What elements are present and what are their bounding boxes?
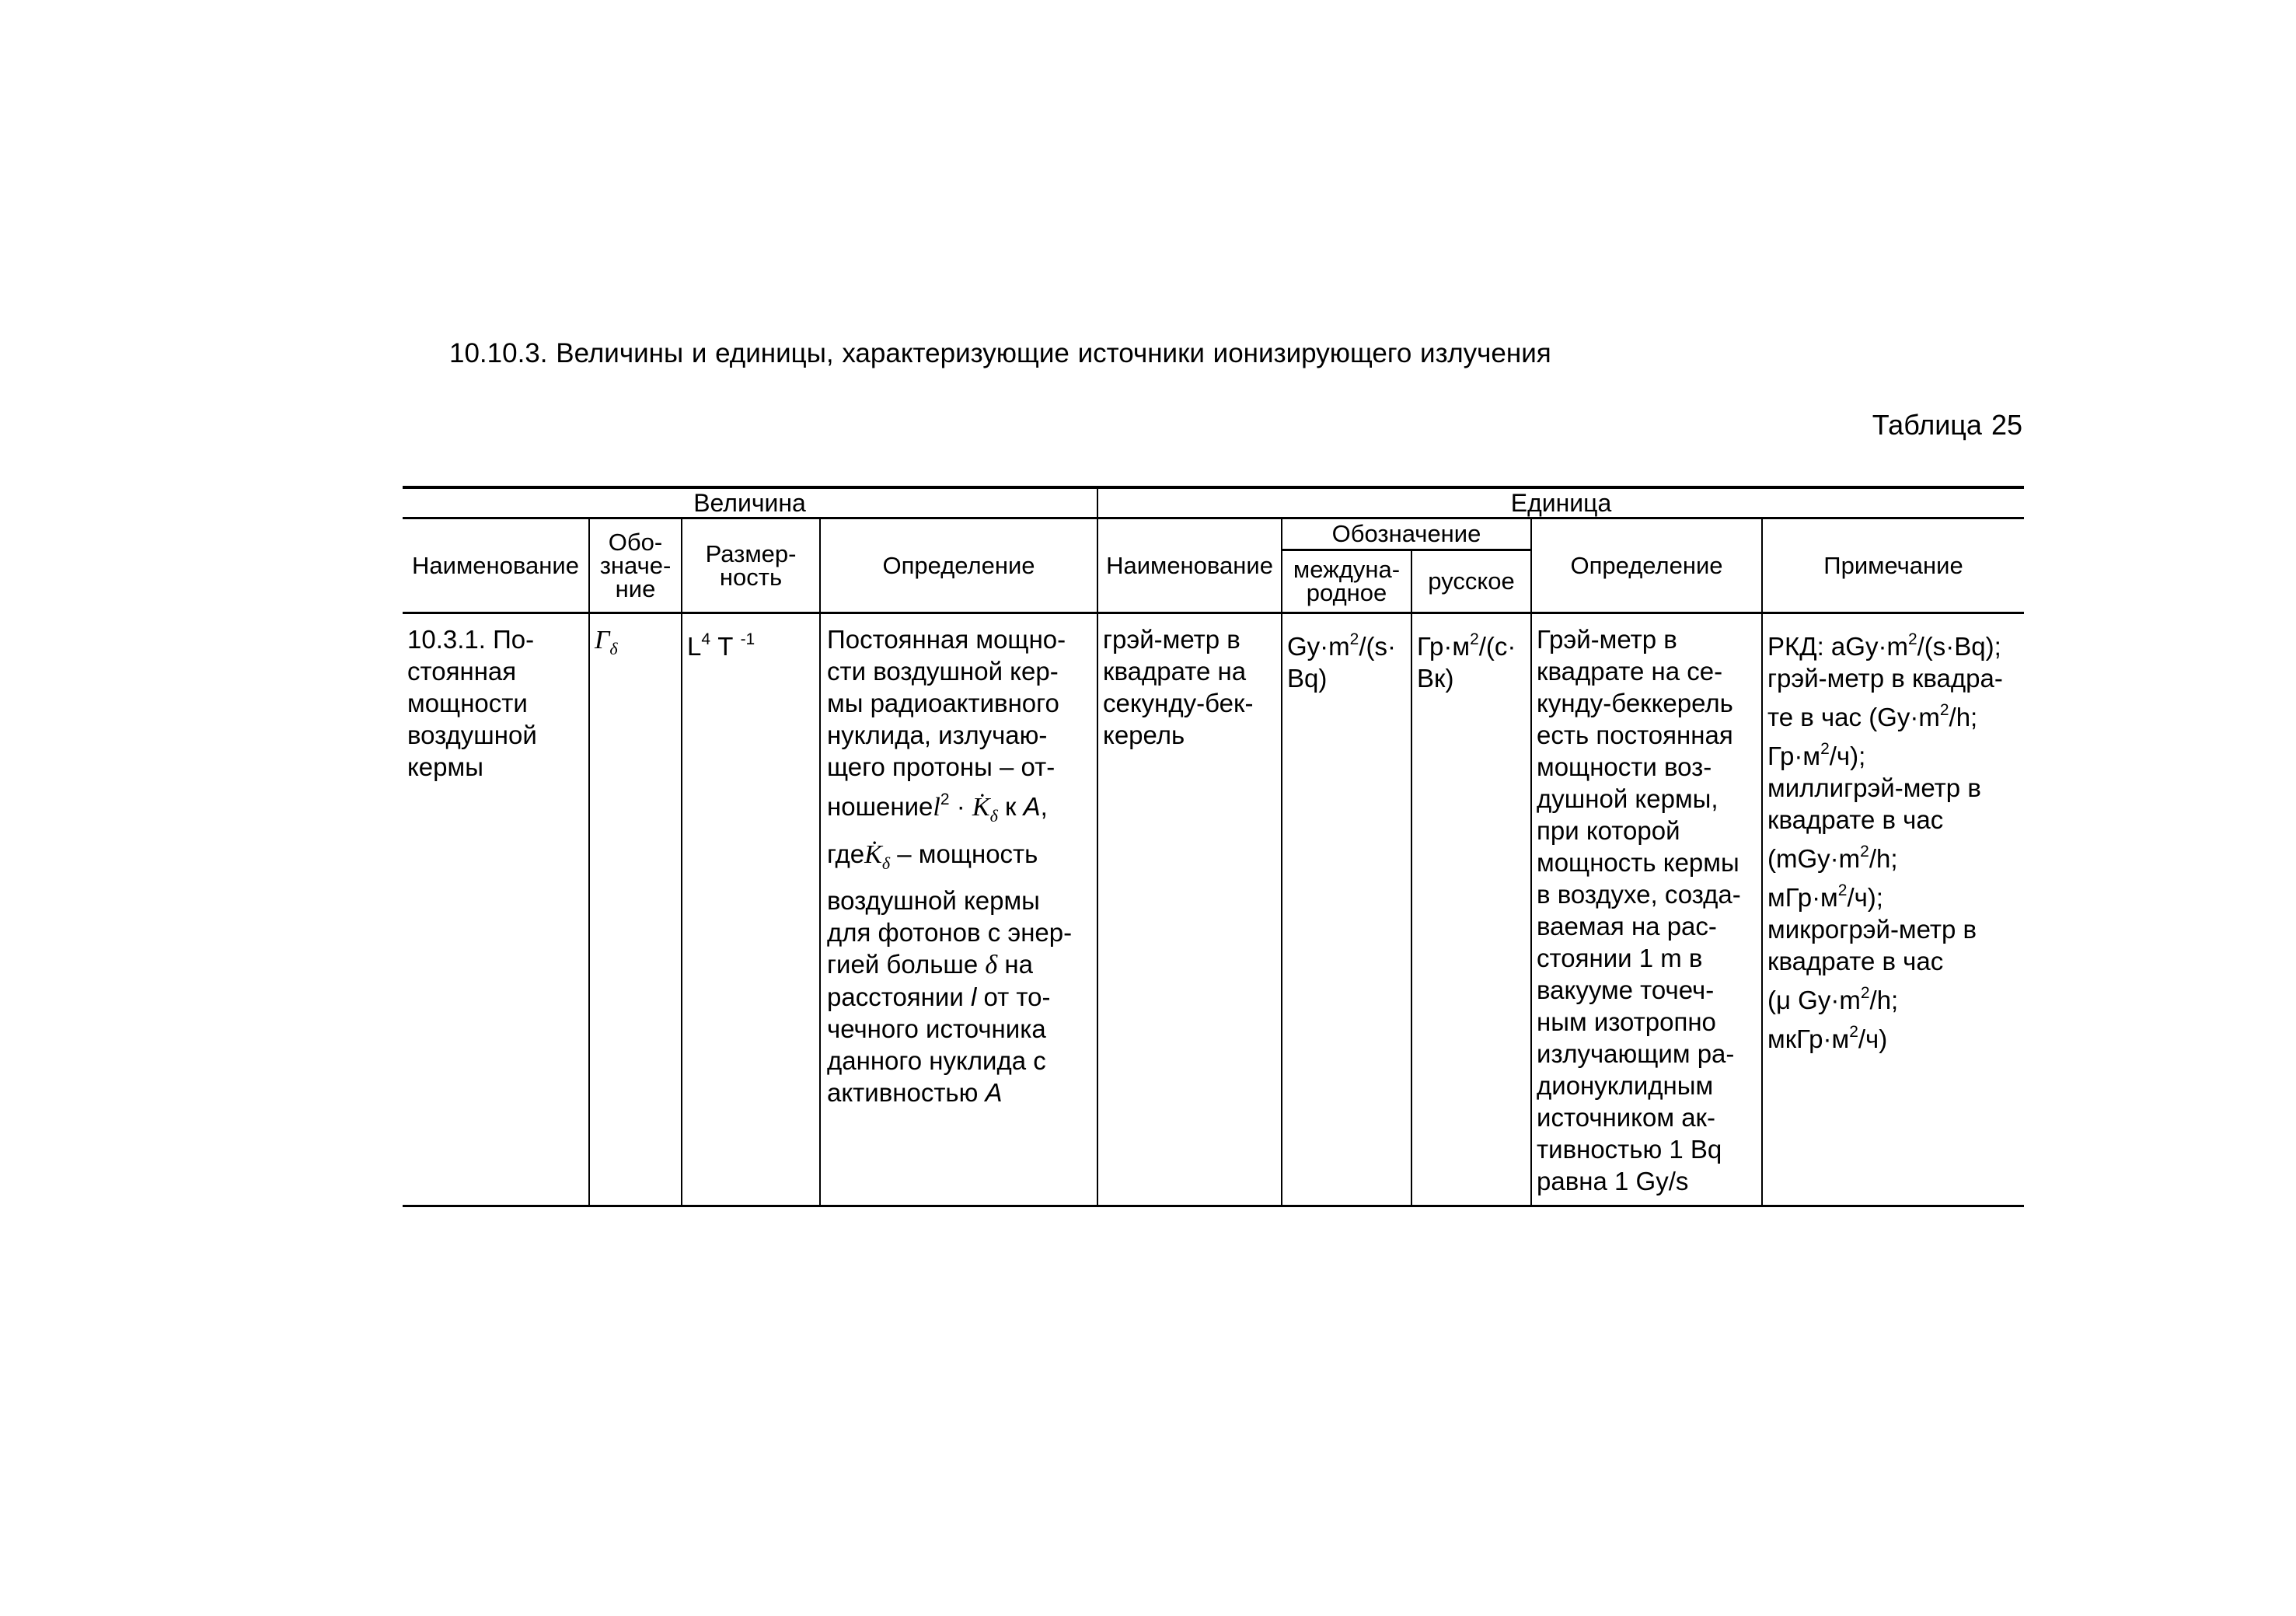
header-quantity-dimension: Размер- ность bbox=[682, 518, 820, 613]
cell-unit-definition: Грэй-метр в квадрате на се- кунду-беккерель есть постоянная мощности воз- душной кермы, при которой мощность кермы в воздухе, созда- ваемая на рас- стоянии 1 m в вакууме точеч- ным изотропно излучающим ра- дионуклидным источником ак- тивностью 1 Bq равна 1 Gy/s bbox=[1531, 613, 1762, 1206]
cell-unit-name: грэй-метр в квадрате на секунду-бек- керель bbox=[1097, 613, 1282, 1206]
cell-russian-symbol: $Гр\cdot м^2/(с\cdot$ Вк) bbox=[1411, 613, 1531, 1206]
table-label-word: Таблица bbox=[1872, 409, 1982, 441]
header-row-groups bbox=[403, 487, 2024, 518]
header-note: Примечание bbox=[1762, 518, 2024, 613]
cell-quantity-symbol: $Г_\delta$ bbox=[589, 613, 682, 1206]
header-row-main bbox=[403, 518, 2024, 550]
cell-quantity-definition: Постоянная мощно- сти воздушной кер- мы радиоактивного нуклида, излучаю- щего протоны – от- ношениеl$^2$ · $K̇_\delta$ к A, $гдеK̇_\delta$ – мощность воздушной кермы для фотонов с энер- гией больше δ на расстоянии l от то- чечного источника данного нуклида с активностью A bbox=[820, 613, 1097, 1206]
header-quantity-group: Величина bbox=[403, 487, 1097, 518]
header-unit-definition: Определение bbox=[1531, 518, 1762, 613]
table-label-number: 25 bbox=[1991, 409, 2022, 441]
header-international: междуна- родное bbox=[1282, 550, 1411, 613]
header-quantity-definition: Определение bbox=[820, 518, 1097, 613]
cell-quantity-name: 10.3.1. По- стоянная мощности воздушной кермы bbox=[403, 613, 589, 1206]
header-unit-name: Наименование bbox=[1097, 518, 1282, 613]
header-quantity-name: Наименование bbox=[403, 518, 589, 613]
header-unit-group: Единица bbox=[1097, 487, 2024, 518]
table-number-label bbox=[0, 409, 2022, 442]
quantities-units-table bbox=[403, 486, 2024, 1207]
cell-dimension: $L^4$ T $^{-1}$ bbox=[682, 613, 820, 1206]
header-quantity-symbol: Обо- значе- ние bbox=[589, 518, 682, 613]
header-russian: русское bbox=[1411, 550, 1531, 613]
section-heading: 10.10.3. Величины и единицы, характеризующие источники ионизирующего излучения bbox=[449, 338, 1551, 368]
table-row bbox=[403, 613, 2024, 1206]
ratio-line: ношениеl$^2$ · $K̇_\delta$ к A, bbox=[827, 791, 1048, 825]
cell-international-symbol: $Gy\cdot m^2/(s\cdot$ Bq) bbox=[1282, 613, 1411, 1206]
header-unit-designation: Обозначение bbox=[1282, 518, 1531, 550]
where-line: $гдеK̇_\delta$ – мощность bbox=[827, 839, 1038, 873]
cell-note: РКД: $aGy\cdot m^2/(s\cdot Bq)$; грэй-метр в квадра- те в час ($Gy\cdot m^2/h$; $Гр\cdot м^2/ч$); миллигрэй-метр в квадрате в час ($mGy\cdot m^2/h$; $мГр\cdot м^2/ч$); микрогрэй-метр в квадрате в час (μ $Gy\cdot m^2/h$; $мкГр\cdot м^2/ч$) bbox=[1762, 613, 2024, 1206]
